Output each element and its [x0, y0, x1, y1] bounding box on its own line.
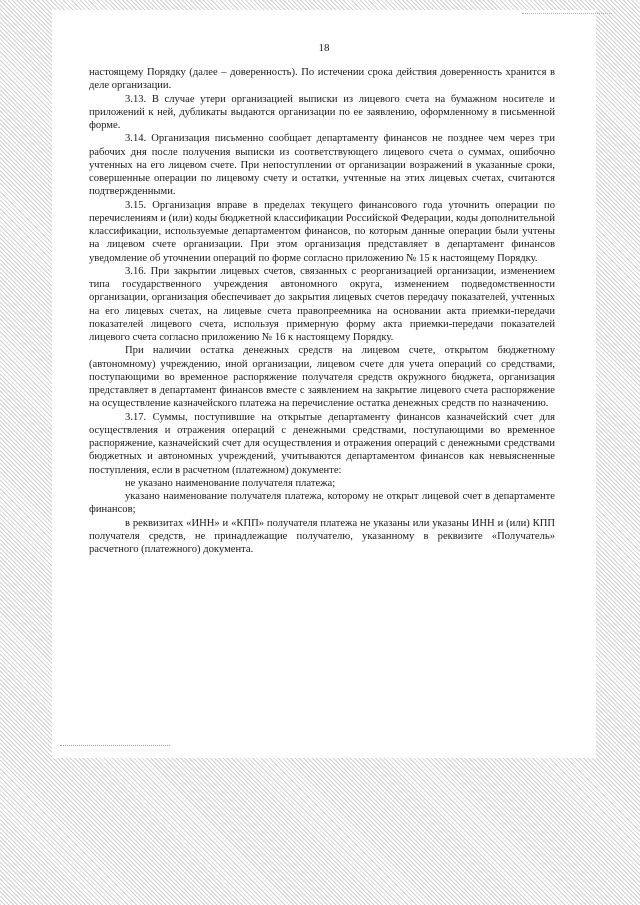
document-page [52, 10, 596, 758]
paragraph: не указано наименование получателя платежа; [125, 477, 336, 489]
paragraph: 3.17. Суммы, поступившие на открытые департаменту финансов казначейский счет для осуществления и отражения операций с денежными средствами, поступающими во временное распоряжение, казначейский счет для осуществления и отражения операций с денежными средствами бюджетных и автономных учреждений, учитываются департаментом финансов как невыясненные поступления, если в расчетном (платежном) документе: [89, 411, 555, 476]
page-number: 18 [318, 42, 330, 54]
document-body [89, 66, 555, 556]
paragraph: 3.13. В случае утери организацией выписки из лицевого счета на бумажном носителе и приложений к ней, дубликаты выдаются организации по ее заявлению, оформленному в письменной форме. [89, 93, 555, 131]
paragraph: При наличии остатка денежных средств на лицевом счете, открытом бюджетному (автономному) учреждению, иной организации, лицевом счете для учета операций со средствами, поступающими во временное распоряжение получателя средств окружного бюджета, организация представляет в департамент финансов вместе с заявлением на закрытие лицевого счета распоряжение на осуществление казначейского платежа на перечисление остатка денежных средств по назначению. [89, 345, 555, 410]
footer-mark [60, 745, 170, 747]
paragraph: 3.16. При закрытии лицевых счетов, связанных с реорганизацией организации, изменением типа государственного учреждения автономного округа, изменением подведомственности организации, организация обеспечивает до закрытия лицевых счетов передачу показателей, учтенных на его лицевых счетах, на лицевые счета правопреемника на основании акта приемки-передачи показателей лицевого счета, используя примерную форму акта приемки-передачи показателей лицевого счета согласно приложению № 16 к настоящему Порядку. [89, 265, 555, 343]
paragraph: 3.15. Организация вправе в пределах текущего финансового года уточнить операции по перечислениям и (или) коды бюджетной классификации Российской Федерации, коды дополнительной классификации, используемые департаментом финансов, по которым данные операции были учтены на лицевом счете организации. При этом организация представляет в департамент финансов уведомление об уточнении операций по форме согласно приложению № 15 к настоящему Порядку. [89, 199, 555, 264]
paragraph: в реквизитах «ИНН» и «КПП» получателя платежа не указаны или указаны ИНН и (или) КПП получателя средств, не принадлежащие получателю, указанному в реквизите «Получатель» расчетного (платежного) документа. [89, 517, 555, 555]
paragraph: указано наименование получателя платежа, которому не открыт лицевой счет в департаменте финансов; [89, 491, 555, 516]
paragraph: настоящему Порядку (далее – доверенность). По истечении срока действия доверенность хранится в деле организации. [89, 67, 555, 92]
paragraph: 3.14. Организация письменно сообщает департаменту финансов не позднее чем через три рабочих дня после получения выписки из соответствующего лицевого счета о суммах, ошибочно учтенных на его лицевом счете. При непоступлении от организации возражений в указанные сроки, совершенные операции по лицевому счету и остатки, учтенные на этих лицевых счетах, считаются подтвержденными. [89, 133, 555, 198]
scan-artifact [522, 13, 612, 15]
